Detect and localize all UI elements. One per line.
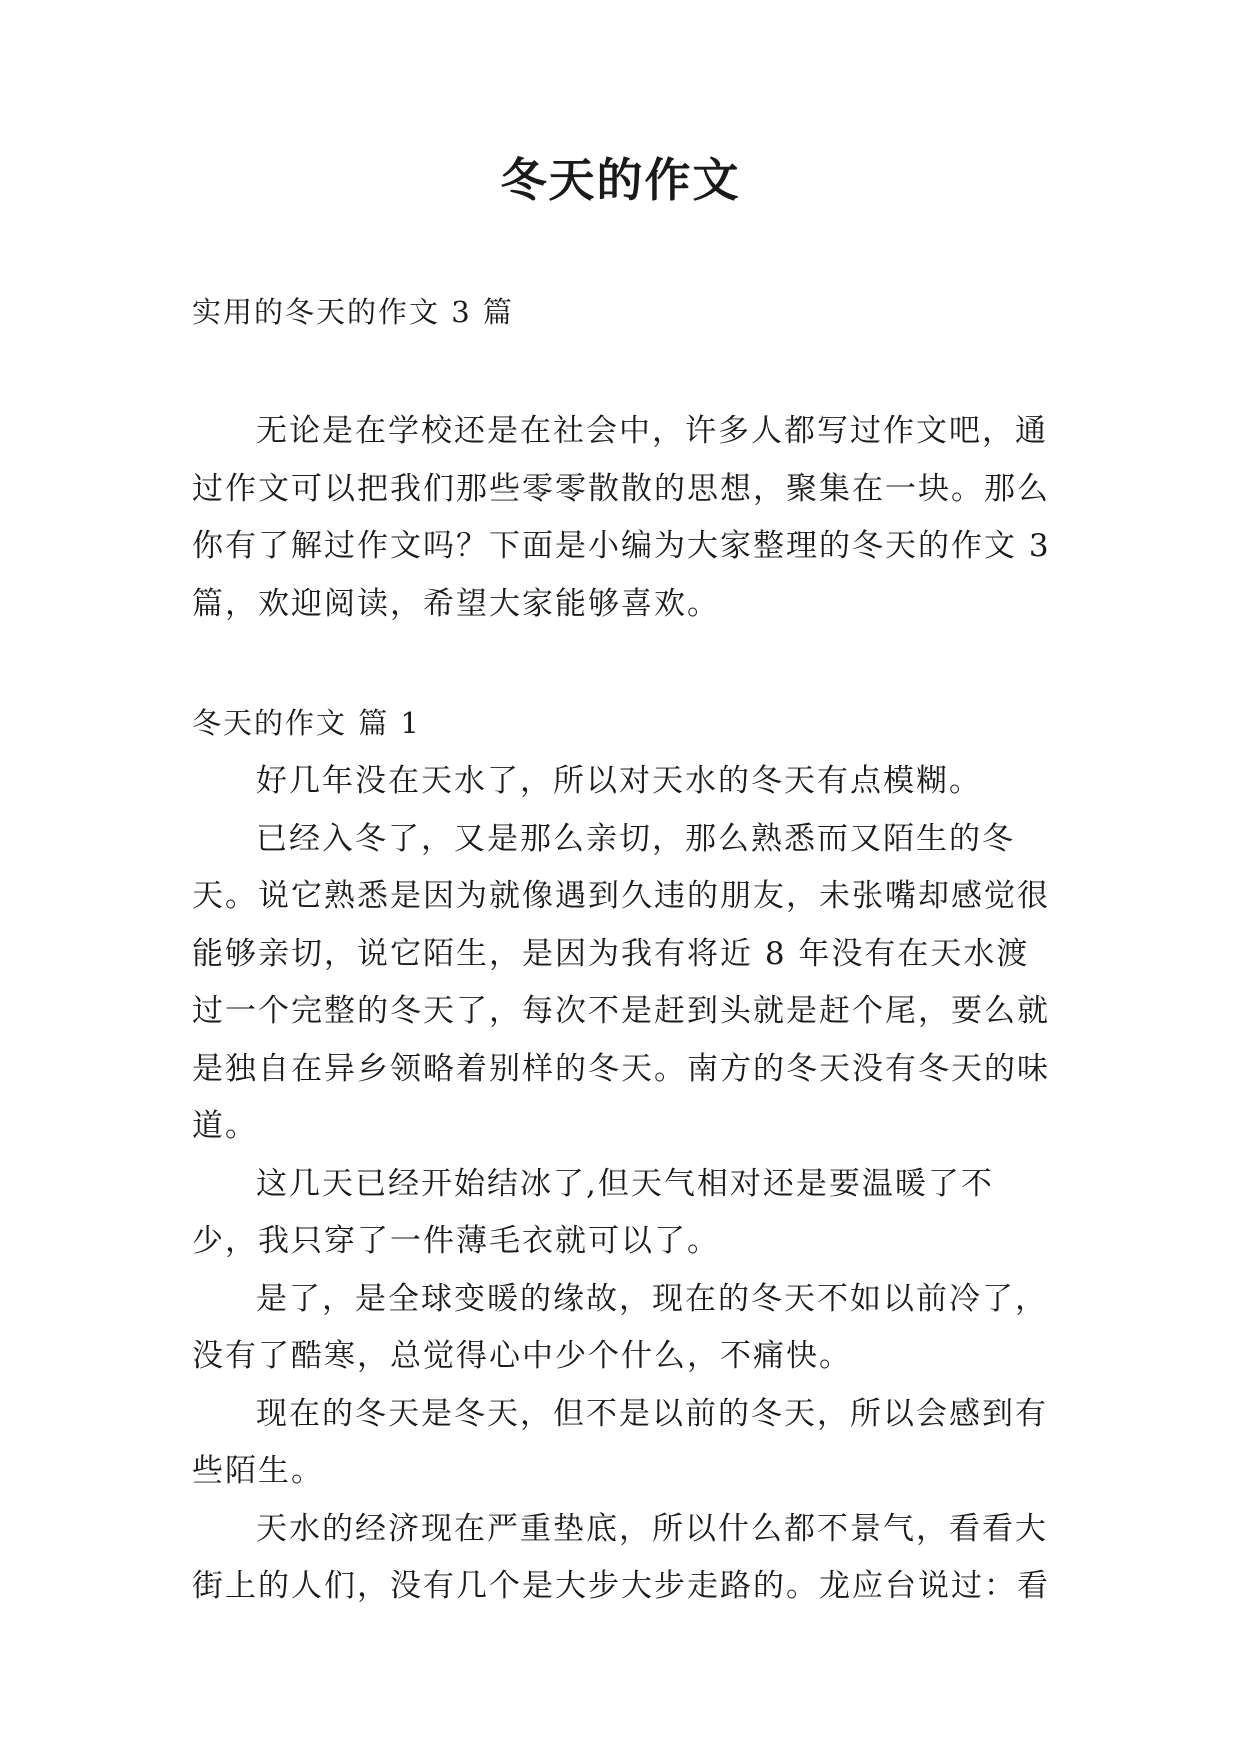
body-paragraph: 好几年没在天水了，所以对天水的冬天有点模糊。 bbox=[256, 763, 982, 799]
document-title: 冬天的作文 bbox=[500, 153, 741, 207]
section-heading: 冬天的作文 篇 1 bbox=[192, 706, 421, 740]
body-paragraph: 天水的经济现在严重垫底，所以什么都不景气，看看大街上的人们，没有几个是大步大步走路的。龙应台说过：看 bbox=[192, 1510, 1050, 1604]
body-paragraph: 现在的冬天是冬天，但不是以前的冬天，所以会感到有些陌生。 bbox=[192, 1395, 1048, 1489]
body-paragraph: 是了，是全球变暖的缘故，现在的冬天不如以前冷了，没有了酷寒，总觉得心中少个什么，不痛快。 bbox=[192, 1280, 1048, 1374]
body-paragraph: 已经入冬了，又是那么亲切，那么熟悉而又陌生的冬天。说它熟悉是因为就像遇到久违的朋友，未张嘴却感觉很能够亲切，说它陌生，是因为我有将近 8 年没有在天水渡过一个完整的冬天了，每次不是赶到头就是赶个尾，要么就是独自在异乡领略着别样的冬天。南方的冬天没有冬天的味道。 bbox=[192, 820, 1050, 1144]
document-subtitle: 实用的冬天的作文 3 篇 bbox=[192, 295, 514, 329]
section-body bbox=[192, 753, 1052, 1616]
intro-paragraph: 无论是在学校还是在社会中，许多人都写过作文吧，通过作文可以把我们那些零零散散的思想，聚集在一块。那么你有了解过作文吗？下面是小编为大家整理的冬天的作文 3 篇，欢迎阅读，希望大家能够喜欢。 bbox=[192, 413, 1051, 622]
body-paragraph: 这几天已经开始结冰了,但天气相对还是要温暖了不少，我只穿了一件薄毛衣就可以了。 bbox=[192, 1165, 994, 1259]
